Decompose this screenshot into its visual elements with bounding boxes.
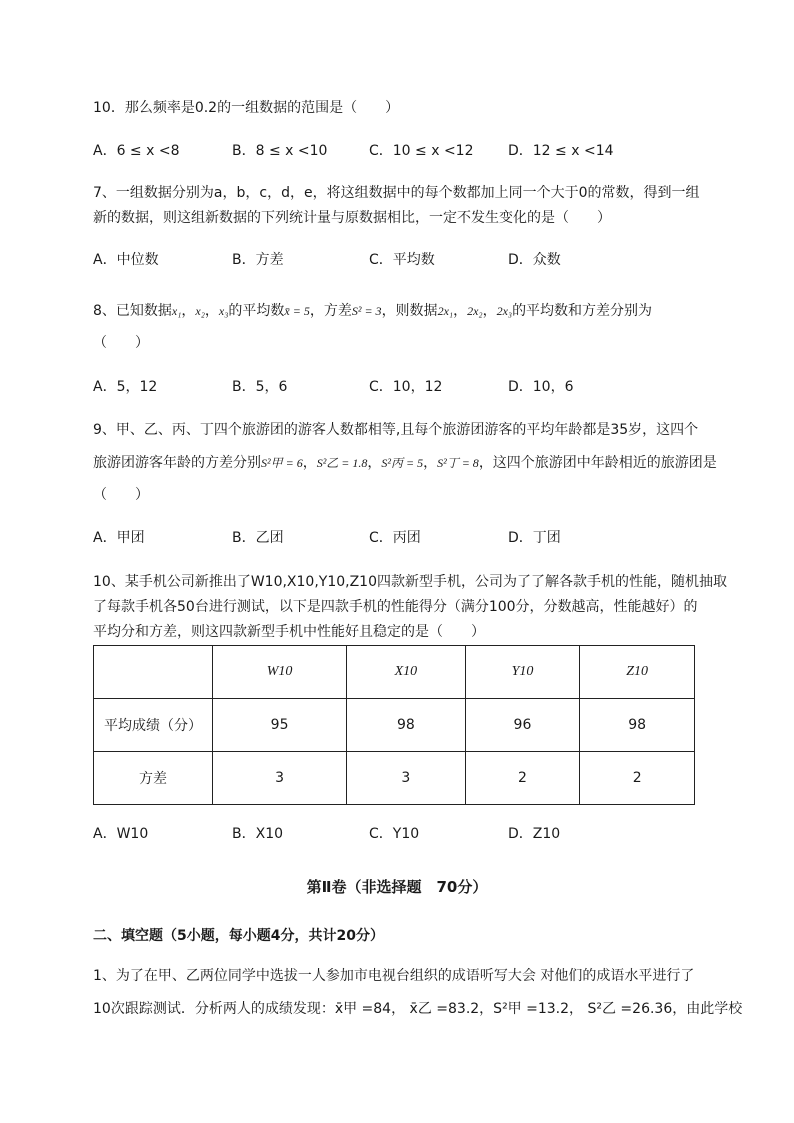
q8-mean: x̄ = 5 <box>284 304 310 318</box>
q9-variance-yi: S²乙 = 1.8 <box>316 456 368 470</box>
fill-1-line2: 10次跟踪测试．分析两人的成绩发现：x̄甲 =84， x̄乙 =83.2，S²甲 =13.2， S²乙 =26.36，由此学校 <box>93 1001 743 1017</box>
q8-suffix: 的平均数和方差分别为 <box>512 303 653 319</box>
option-b: B．5，6 <box>232 379 288 395</box>
table-header-cell: X10 <box>347 646 466 699</box>
q9-variance-ding: S²丁 = 8 <box>437 456 479 470</box>
option-a: A．W10 <box>93 826 149 842</box>
question-8-line2: （ ） <box>93 335 149 351</box>
option-c: C．10，12 <box>369 379 443 395</box>
q8-variance: S² = 3 <box>351 304 382 318</box>
question-10b-options <box>93 824 713 844</box>
table-cell: 平均成绩（分） <box>94 699 213 752</box>
table-cell: 2 <box>580 752 695 805</box>
table-header-row <box>94 646 695 699</box>
table-cell: 98 <box>580 699 695 752</box>
score-table <box>93 645 695 805</box>
question-7-line1: 7、一组数据分别为a，b，c，d，e，将这组数据中的每个数都加上同一个大于0的常数，得到一组 <box>93 185 700 201</box>
question-10a-options <box>93 141 713 161</box>
q8-d2: 2x₂ <box>467 304 483 318</box>
option-b: B．8 ≤ x <10 <box>232 143 328 159</box>
option-c: C．平均数 <box>369 252 435 268</box>
option-d: D．丁团 <box>508 530 561 546</box>
option-d: D．12 ≤ x <14 <box>508 143 614 159</box>
question-9-options <box>93 528 713 548</box>
question-10b-line2: 了每款手机各50台进行测试，以下是四款手机的性能得分（满分100分，分数越高，性能越好）的 <box>93 599 698 615</box>
option-a: A．甲团 <box>93 530 145 546</box>
q8-x2: x₂ <box>195 304 205 318</box>
part-title: 二、填空题（5小题，每小题4分，共计20分） <box>93 928 384 944</box>
q9-variance-bing: S²丙 = 5 <box>381 456 424 470</box>
option-d: D．众数 <box>508 252 561 268</box>
q9-line2-prefix: 旅游团游客年龄的方差分别 <box>93 455 261 471</box>
q8-mid2: ，方差 <box>309 303 352 319</box>
question-7-options <box>93 250 713 270</box>
q8-prefix: 8、已知数据 <box>93 303 172 319</box>
table-header-cell <box>94 646 213 699</box>
q8-x3: x₃ <box>218 304 229 318</box>
table-header-cell: Z10 <box>580 646 695 699</box>
table-cell: 3 <box>213 752 347 805</box>
table-row <box>94 752 695 805</box>
table-cell: 96 <box>465 699 580 752</box>
question-10b-line3: 平均分和方差，则这四款新型手机中性能好且稳定的是（ ） <box>93 624 485 640</box>
option-b: B．方差 <box>232 252 284 268</box>
q8-x1: x₁ <box>171 304 182 318</box>
fill-1-line1: 1、为了在甲、乙两位同学中选拔一人参加市电视台组织的成语听写大会 对他们的成语水平进行了 <box>93 968 695 984</box>
question-10a-text: 10．那么频率是0.2的一组数据的范围是（ ） <box>93 100 400 116</box>
q8-mid3: ，则数据 <box>381 303 438 319</box>
table-cell: 方差 <box>94 752 213 805</box>
table-cell: 98 <box>347 699 466 752</box>
question-9-line3: （ ） <box>93 487 149 503</box>
table-header-cell: Y10 <box>465 646 580 699</box>
q8-mid1: 的平均数 <box>228 303 285 319</box>
table-cell: 95 <box>213 699 347 752</box>
question-8-options <box>93 377 713 397</box>
q9-line2-suffix: ，这四个旅游团中年龄相近的旅游团是 <box>478 455 717 471</box>
option-c: C．10 ≤ x <12 <box>369 143 474 159</box>
table-cell: 3 <box>347 752 466 805</box>
option-a: A．中位数 <box>93 252 159 268</box>
option-b: B．X10 <box>232 826 284 842</box>
question-9-line2: 旅游团游客年龄的方差分别S²甲 = 6，S²乙 = 1.8，S²丙 = 5，S²丁 = 8，这四个旅游团中年龄相近的旅游团是 <box>93 455 717 471</box>
section-title: 第Ⅱ卷（非选择题 70分） <box>306 878 488 896</box>
option-d: D．10，6 <box>508 379 574 395</box>
option-c: C．丙团 <box>369 530 421 546</box>
question-7-line2: 新的数据，则这组新数据的下列统计量与原数据相比，一定不发生变化的是（ ） <box>93 210 611 226</box>
q8-d3: 2x₃ <box>496 304 513 318</box>
q9-variance-jia: S²甲 = 6 <box>261 456 303 470</box>
question-8-line1: 8、已知数据x₁，x₂，x₃的平均数x̄ = 5，方差S² = 3，则数据2x₁，2x₂，2x₃的平均数和方差分别为 <box>93 303 653 319</box>
table-row <box>94 699 695 752</box>
option-c: C．Y10 <box>369 826 420 842</box>
option-b: B．乙团 <box>232 530 284 546</box>
question-9-line1: 9、甲、乙、丙、丁四个旅游团的游客人数都相等,且每个旅游团游客的平均年龄都是35岁，这四个 <box>93 422 699 438</box>
question-10b-line1: 10、某手机公司新推出了W10,X10,Y10,Z10四款新型手机，公司为了了解各款手机的性能，随机抽取 <box>93 574 727 590</box>
option-d: D．Z10 <box>508 826 561 842</box>
option-a: A．6 ≤ x <8 <box>93 143 180 159</box>
table-cell: 2 <box>465 752 580 805</box>
option-a: A．5，12 <box>93 379 158 395</box>
table-header-cell: W10 <box>213 646 347 699</box>
q8-d1: 2x₁ <box>437 304 454 318</box>
